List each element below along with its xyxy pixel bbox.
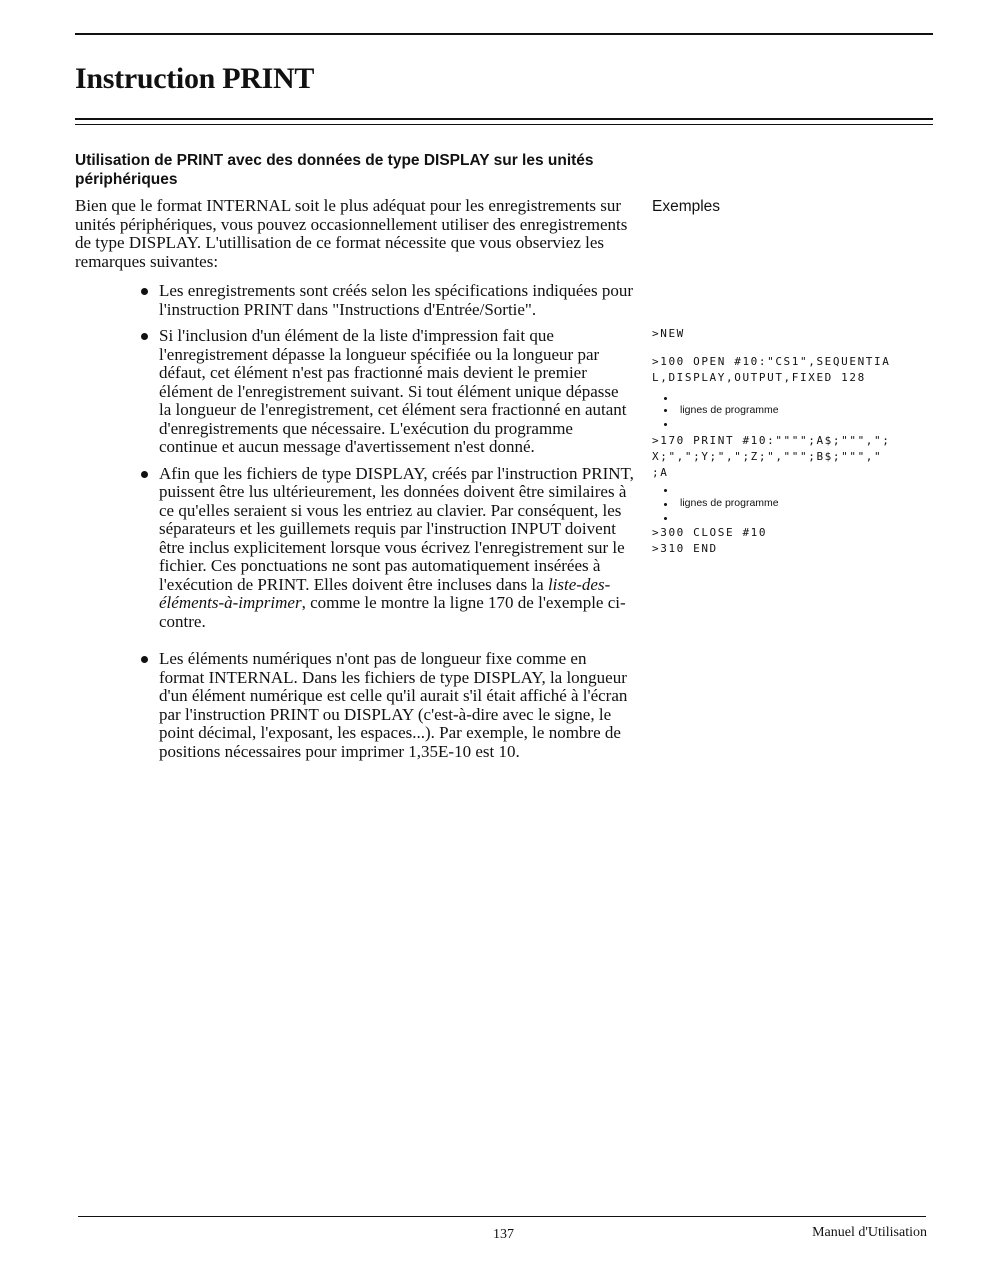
list-item <box>75 282 635 319</box>
title-underline-thin <box>75 124 933 125</box>
body-text <box>75 197 635 761</box>
code-line-300: >300 CLOSE #10 <box>652 526 768 539</box>
dot-icon <box>664 503 667 506</box>
list-item <box>75 465 635 632</box>
list-item-text: Les enregistrements sont créés selon les spécifications indiquées pour l'instruction PRINT dans "Instructions d'Entrée/Sortie". <box>159 281 633 319</box>
dot-icon <box>664 409 667 412</box>
program-lines-note: lignes de programme <box>680 497 779 509</box>
footer-rule <box>78 1216 926 1217</box>
title-underline-thick <box>75 118 933 120</box>
list-item-text <box>159 464 634 631</box>
program-lines-note: lignes de programme <box>680 404 779 416</box>
list-item <box>75 327 635 457</box>
dot-icon <box>664 517 667 520</box>
remarks-list <box>75 282 635 761</box>
dot-icon <box>664 489 667 492</box>
page-number: 137 <box>493 1227 514 1242</box>
bullet-icon <box>141 656 148 663</box>
manual-name: Manuel d'Utilisation <box>812 1225 927 1240</box>
bullet-icon <box>141 288 148 295</box>
page-title: Instruction PRINT <box>75 62 315 95</box>
code-line-170: >170 PRINT #10:"""";A$;""","; X;",";Y;",";Z;",""";B$;"""," ;A <box>652 434 891 479</box>
bullet-icon <box>141 333 148 340</box>
code-line-310: >310 END <box>652 542 718 555</box>
code-line-100: >100 OPEN #10:"CS1",SEQUENTIA L,DISPLAY,OUTPUT,FIXED 128 <box>652 355 891 384</box>
italic-term: liste-des-éléments-à-imprimer <box>159 574 611 612</box>
list-item-text: Si l'inclusion d'un élément de la liste d'impression fait que l'enregistrement dépasse la longueur spécifiée ou la longueur par défaut, cet élément n'est pas fractionné mais devient le premier élément de l'enregistrement suivant. Si tout élément unique dépasse la longueur de l'enregistrement, cet élément sera fractionné en autant d'enregistrements que nécessaire. L'exécution du programme continue et aucun message d'avertissement n'est donné. <box>159 326 627 456</box>
examples-label: Exemples <box>652 198 721 215</box>
list-item-text-part: Afin que les fichiers de type DISPLAY, créés par l'instruction PRINT, puissent être lus ultérieurement, les données doivent être similaires à ce qu'elles seraient si vous les entriez au clavier. Par conséquent, les séparateurs et les guillemets requis par l'instruction INPUT doivent être inclus explicitement lorsque vous écrivez l'enregistrement sur le fichier. Ces ponctuations ne sont pas automatiquement insérées à l'exécution de PRINT. Elles doivent être incluses dans la <box>159 463 634 594</box>
list-item-text-part: , comme le montre la ligne 170 de l'exemple ci-contre. <box>159 593 626 631</box>
bullet-icon <box>141 471 148 478</box>
top-rule <box>75 33 933 35</box>
dot-icon <box>664 423 667 426</box>
code-line-new: >NEW <box>652 327 685 340</box>
list-item <box>75 650 635 761</box>
section-heading: Utilisation de PRINT avec des données de type DISPLAY sur les unités périphériques <box>75 152 594 188</box>
dot-icon <box>664 397 667 400</box>
intro-paragraph: Bien que le format INTERNAL soit le plus adéquat pour les enregistrements sur unités périphériques, vous pouvez occasionnellement utiliser des enregistrements de type DISPLAY. L'utillisation de ce format nécessite que vous observiez les remarques suivantes: <box>75 196 628 271</box>
list-item-text: Les éléments numériques n'ont pas de longueur fixe comme en format INTERNAL. Dans les fichiers de type DISPLAY, la longueur d'un élément numérique est celle qu'il aurait s'il était affiché à l'écran par l'instruction PRINT ou DISPLAY (c'est-à-dire avec le signe, le point décimal, l'exposant, les espaces...). Par exemple, le nombre de positions nécessaires pour imprimer 1,35E-10 est 10. <box>159 649 628 761</box>
